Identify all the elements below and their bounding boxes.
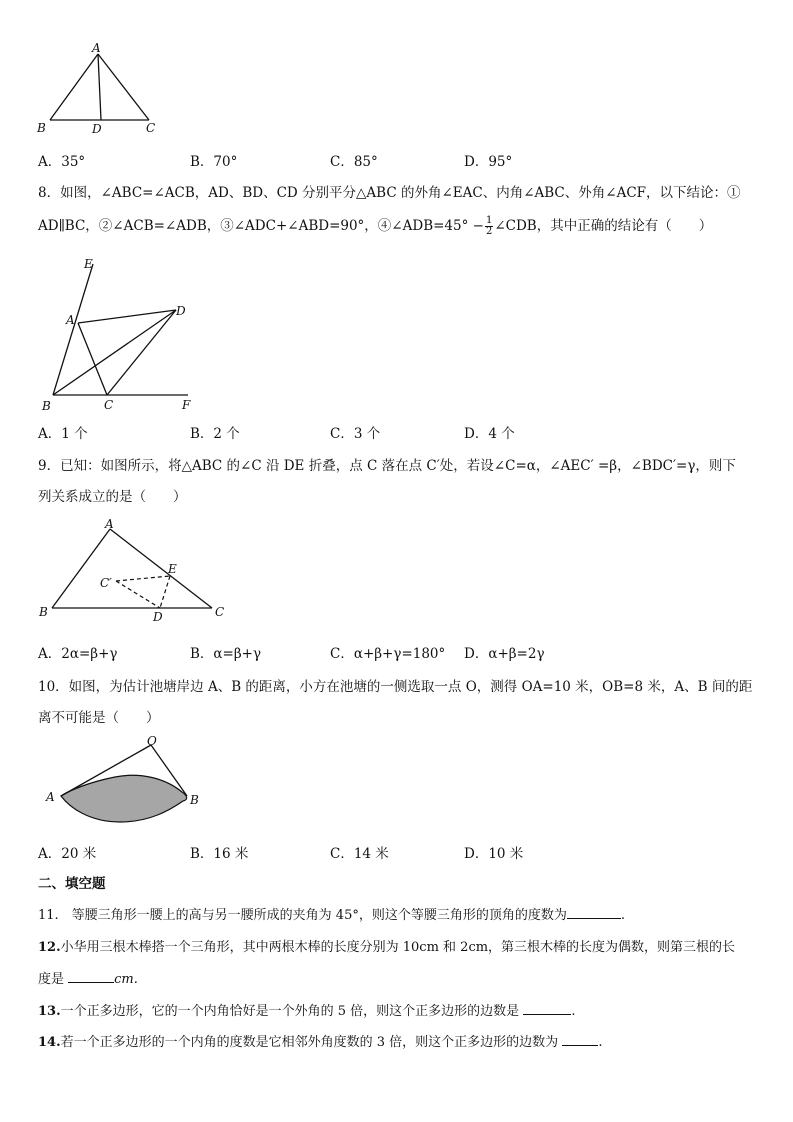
label-A: A — [66, 313, 75, 327]
q9-option-a: A．2α=β+γ — [38, 646, 118, 662]
q10-option-d: D．10 米 — [464, 846, 524, 862]
q11-end: . — [620, 908, 625, 923]
figure-q8 — [36, 252, 206, 417]
label-A: A — [105, 517, 114, 531]
q14-line — [38, 1031, 602, 1050]
q14-end: . — [598, 1035, 603, 1050]
q7-option-b: B．70° — [190, 154, 238, 170]
label-B: B — [190, 793, 199, 807]
pond-shape — [61, 775, 187, 822]
q8-option-d: D．4 个 — [464, 426, 515, 442]
label-B: B — [39, 605, 48, 619]
q12-unit: cm. — [114, 972, 138, 987]
q13-line — [38, 1000, 575, 1019]
label-D: D — [176, 304, 186, 318]
label-O: O — [147, 734, 157, 748]
q10-option-a: A．20 米 — [38, 846, 97, 862]
figure-q10-pond — [40, 730, 210, 830]
q8-line-2 — [38, 214, 712, 237]
q14-number: 14. — [38, 1035, 61, 1050]
q10-option-b: B．16 米 — [190, 846, 249, 862]
q8-frac-den: 2 — [485, 226, 493, 237]
q9-option-d: D．α+β=2γ — [464, 646, 545, 662]
q14-answer-blank[interactable] — [562, 1031, 598, 1046]
label-E: E — [84, 257, 93, 271]
label-B: B — [42, 399, 51, 413]
section-heading-fill-in: 二、填空题 — [38, 876, 106, 892]
q13-text: 一个正多边形，它的一个内角恰好是一个外角的 5 倍，则这个正多边形的边数是 — [60, 1004, 520, 1019]
q10-option-c: C．14 米 — [330, 846, 389, 862]
q9-line-2: 列关系成立的是（ ） — [38, 489, 187, 505]
q9-option-c: C．α+β+γ=180° — [330, 646, 446, 662]
label-Cprime: C′ — [100, 576, 112, 590]
q12-line-1 — [38, 936, 735, 955]
label-C: C — [215, 605, 225, 619]
q11-answer-blank[interactable] — [567, 904, 621, 919]
q14-text: 若一个正多边形的一个内角的度数是它相邻外角度数的 3 倍，则这个正多边形的边数为 — [60, 1035, 559, 1050]
label-B: B — [37, 121, 46, 135]
label-E: E — [168, 562, 177, 576]
figure-q7-triangle — [34, 40, 174, 140]
q10-line-1: 10．如图，为估计池塘岸边 A、B 的距离，小方在池塘的一侧选取一点 O，测得 OA=10 米，OB=8 米，A、B 间的距 — [38, 679, 753, 695]
q13-number: 13. — [38, 1004, 61, 1019]
q8-line-2a: AD∥BC，②∠ACB=∠ADB，③∠ADC+∠ABD=90°，④∠ADB=45° − — [38, 218, 484, 234]
q8-fraction — [485, 216, 493, 237]
q8-frac-num: 1 — [485, 215, 493, 226]
q11-text: 11. 等腰三角形一腰上的高与另一腰所成的夹角为 45°，则这个等腰三角形的顶角的度数为 — [38, 908, 567, 923]
q12-line-2 — [38, 968, 138, 987]
q8-option-b: B．2 个 — [190, 426, 240, 442]
q12-answer-blank[interactable] — [68, 968, 114, 983]
q8-line-2b: ∠CDB，其中正确的结论有（ ） — [494, 218, 713, 234]
q7-option-c: C．85° — [330, 154, 378, 170]
q10-line-2: 离不可能是（ ） — [38, 710, 160, 726]
q8-option-c: C．3 个 — [330, 426, 381, 442]
q9-line-1: 9．已知：如图所示，将△ABC 的∠C 沿 DE 折叠，点 C 落在点 C′处，若设∠C=α，∠AEC′ =β，∠BDC′=γ，则下 — [38, 458, 736, 474]
label-D: D — [92, 122, 102, 136]
q12-text-1: 小华用三根木棒搭一个三角形，其中两根木棒的长度分别为 10cm 和 2cm，第三根木棒的长度为偶数，则第三根的长 — [60, 940, 736, 955]
q11-line — [38, 904, 625, 923]
label-C: C — [104, 398, 114, 412]
q13-end: . — [571, 1004, 576, 1019]
q8-line-1: 8．如图，∠ABC=∠ACB，AD、BD、CD 分别平分△ABC 的外角∠EAC、内角∠ABC、外角∠ACF，以下结论：① — [38, 185, 741, 201]
label-A: A — [46, 790, 55, 804]
q8-option-a: A．1 个 — [38, 426, 88, 442]
q7-option-d: D．95° — [464, 154, 513, 170]
figure-q9 — [34, 515, 234, 630]
label-D: D — [153, 610, 163, 624]
label-C: C — [146, 121, 156, 135]
q13-answer-blank[interactable] — [523, 1000, 571, 1015]
label-F: F — [182, 398, 191, 412]
q9-option-b: B．α=β+γ — [190, 646, 262, 662]
q12-number: 12. — [38, 940, 61, 955]
q7-option-a: A．35° — [38, 154, 86, 170]
q12-text-2a: 度是 — [38, 972, 65, 987]
label-A: A — [92, 41, 101, 55]
